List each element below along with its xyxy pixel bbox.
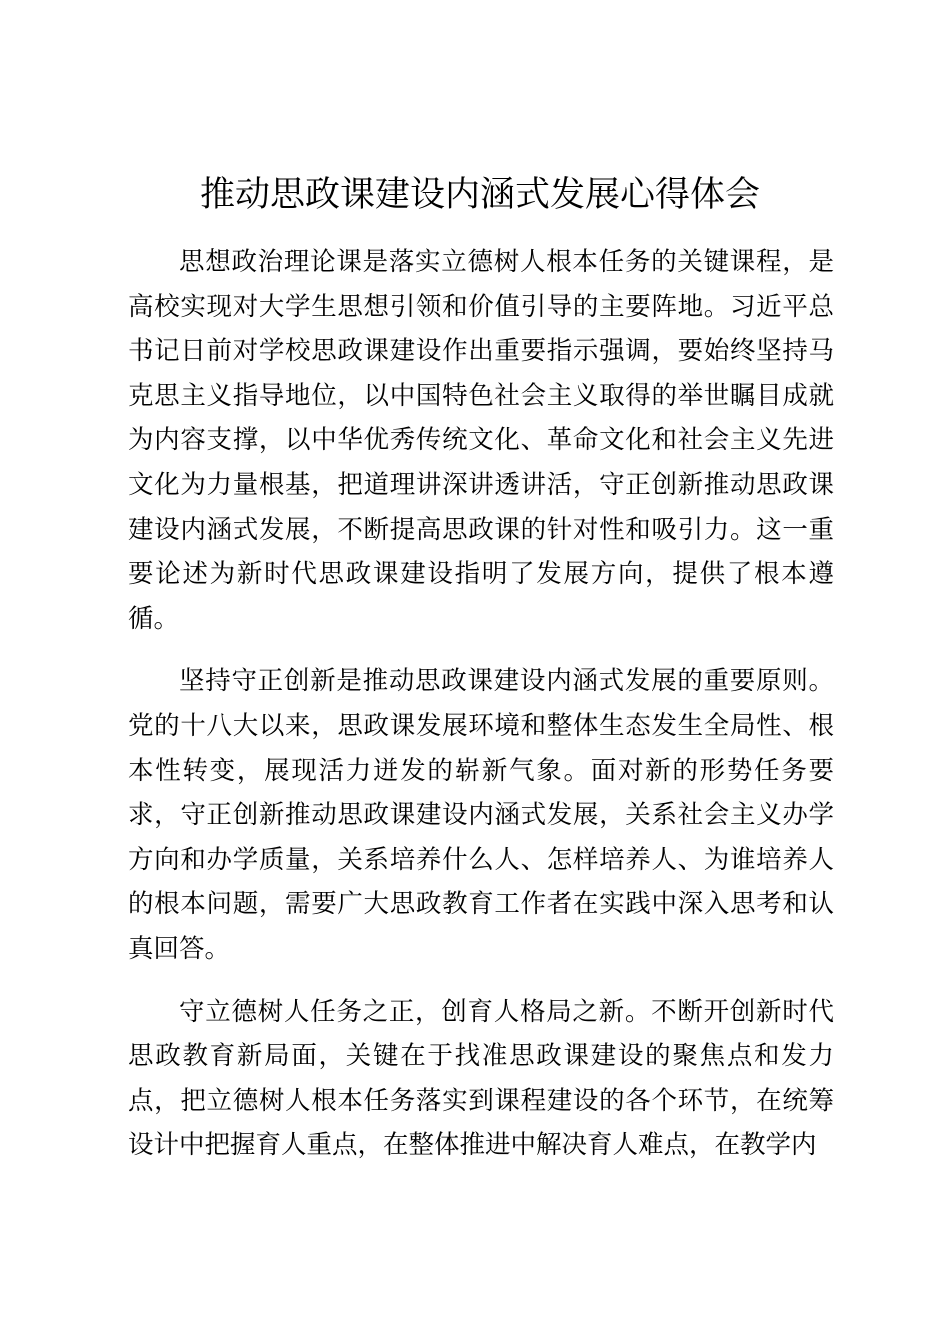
document-title: 推动思政课建设内涵式发展心得体会 [199,175,760,215]
paragraph-1: 思想政治理论课是落实立德树人根本任务的关键课程，是高校实现对大学生思想引领和价值引导的主要阵地。习近平总书记日前对学校思政课建设作出重要指示强调，要始终坚持马克思主义指导地位，以中国特色社会主义取得的举世瞩目成就为内容支撑，以中华优秀传统文化、革命文化和社会主义先进文化为力量根基，把道理讲深讲透讲活，守正创新推动思政课建设内涵式发展，不断提高思政课的针对性和吸引力。这一重要论述为新时代思政课建设指明了发展方向，提供了根本遵循。 [128,247,834,634]
paragraph-3: 守立德树人任务之正，创育人格局之新。不断开创新时代思政教育新局面，关键在于找准思政课建设的聚焦点和发力点，把立德树人根本任务落实到课程建设的各个环节，在统筹设计中把握育人重点，在整体推进中解决育人难点，在教学内 [128,996,834,1161]
document-body [128,240,834,1186]
paragraph-2: 坚持守正创新是推动思政课建设内涵式发展的重要原则。党的十八大以来，思政课发展环境和整体生态发生全局性、根本性转变，展现活力迸发的崭新气象。面对新的形势任务要求，守正创新推动思政课建设内涵式发展，关系社会主义办学方向和办学质量，关系培养什么人、怎样培养人、为谁培养人的根本问题，需要广大思政教育工作者在实践中深入思考和认真回答。 [128,666,834,964]
